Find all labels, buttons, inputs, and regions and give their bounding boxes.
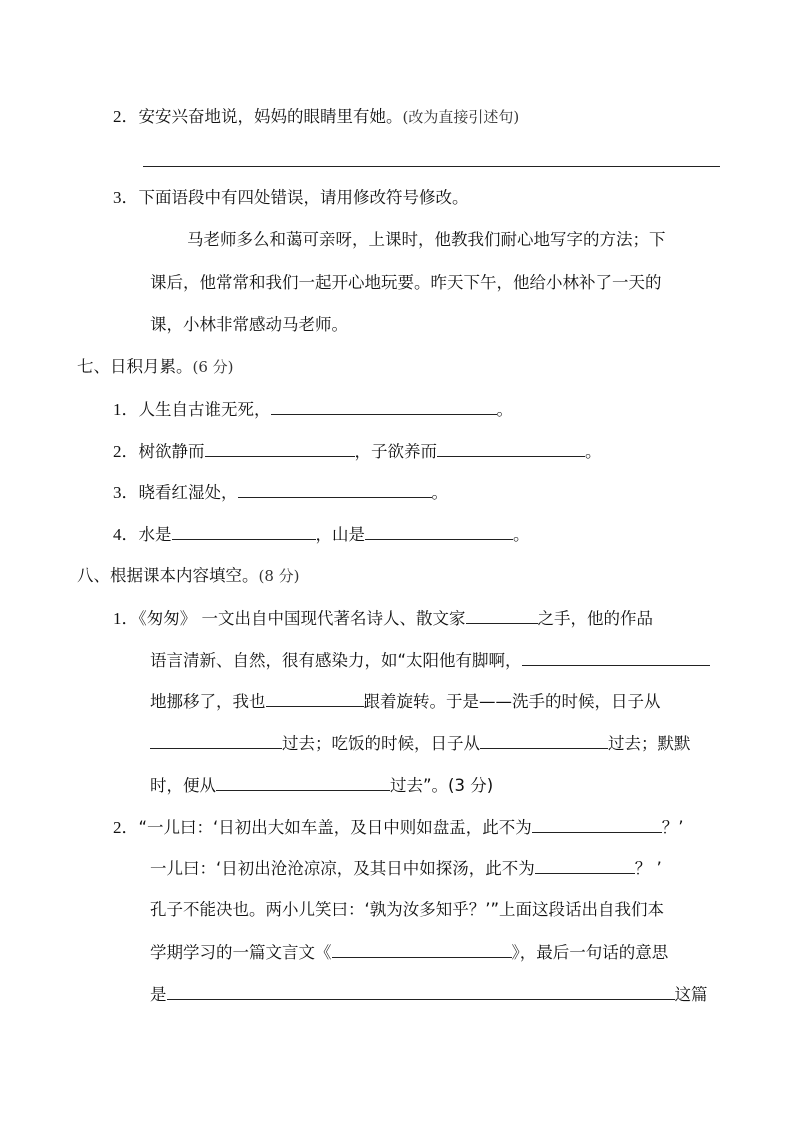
question-number: 2． — [113, 818, 139, 837]
question-text: 过去；默默 — [608, 734, 691, 753]
question-text: “一儿曰：‘日初出大如车盖，及日中则如盘盂，此不为 — [138, 818, 532, 837]
question-text: ，山是 — [315, 525, 365, 544]
section-title: 八、根据课本内容填空。 — [77, 566, 259, 585]
question-text: 是 — [150, 985, 167, 1004]
question-text: ，子欲养而 — [354, 442, 437, 461]
question-text: 学期学习的一篇文言文《 — [150, 943, 332, 962]
question-number: 1． — [113, 400, 139, 419]
section-heading — [77, 565, 300, 587]
question-number: 2． — [113, 107, 139, 126]
question-text: 水是 — [138, 525, 172, 544]
punctuation: 。 — [496, 400, 513, 419]
question-number: 4． — [113, 525, 139, 544]
question-7-3 — [113, 481, 448, 504]
question-text: 过去”。(3 分) — [390, 776, 494, 795]
fill-blank[interactable] — [532, 816, 662, 833]
fill-blank[interactable] — [266, 690, 364, 707]
question-text: 跟着旋转。于是——洗手的时候，日子从 — [363, 692, 661, 711]
answer-line[interactable] — [143, 166, 720, 167]
paragraph-line: 课后，他常常和我们一起开心地玩要。昨天下午，他给小林补了一天的 — [150, 273, 662, 292]
question-8-2-line — [150, 941, 668, 964]
question-number: 3． — [113, 188, 139, 207]
fill-blank[interactable] — [167, 983, 675, 1000]
question-7-4 — [113, 523, 530, 546]
question-text: 之手，他的作品 — [537, 609, 653, 628]
fill-blank[interactable] — [271, 398, 497, 415]
question-8-1-line — [150, 690, 661, 713]
question-text: 地挪移了，我也 — [150, 692, 266, 711]
fill-blank[interactable] — [216, 774, 390, 791]
question-8-1-line — [113, 607, 653, 630]
question-6-2 — [113, 106, 519, 128]
question-7-2 — [113, 440, 602, 463]
paragraph-line: 课，小林非常感动马老师。 — [150, 315, 348, 334]
fill-blank[interactable] — [238, 481, 432, 498]
fill-blank[interactable] — [535, 857, 635, 874]
punctuation: 。 — [431, 483, 448, 502]
fill-blank[interactable] — [466, 607, 538, 624]
question-text: 过去；吃饭的时候，日子从 — [282, 734, 480, 753]
fill-blank[interactable] — [205, 440, 355, 457]
question-instruction: (改为直接引述句) — [402, 108, 520, 126]
question-7-1 — [113, 398, 513, 421]
question-number: 2． — [113, 442, 139, 461]
fill-blank[interactable] — [480, 732, 608, 749]
question-text: 语言清新、自然，很有感染力，如“太阳他有脚啊， — [150, 651, 522, 670]
question-text: ？’ — [661, 818, 684, 837]
question-text: ？ ’ — [634, 859, 662, 878]
question-8-1-line — [150, 649, 710, 672]
question-8-2-line — [113, 816, 684, 839]
question-8-2-line — [150, 857, 662, 880]
punctuation: 。 — [585, 442, 602, 461]
fill-blank[interactable] — [332, 941, 512, 958]
question-text: 一儿曰：‘日初出沧沧凉凉，及其日中如探汤，此不为 — [150, 859, 535, 878]
question-number: 1． — [113, 609, 139, 628]
question-8-2-line: 孔子不能决也。两小儿笑曰：‘孰为汝多知乎？’”上面这段话出自我们本 — [150, 900, 665, 919]
paragraph-line: 马老师多么和蔼可亲呀，上课时，他教我们耐心地写字的方法；下 — [187, 230, 666, 249]
question-text: 下面语段中有四处错误，请用修改符号修改。 — [138, 188, 469, 207]
fill-blank[interactable] — [172, 523, 316, 540]
question-6-3 — [113, 187, 469, 209]
section-score: (8 分) — [258, 567, 300, 585]
section-heading — [77, 356, 234, 378]
question-number: 3． — [113, 483, 139, 502]
section-score: (6 分) — [192, 358, 234, 376]
question-text: 时，便从 — [150, 776, 216, 795]
question-text: 这篇 — [674, 985, 708, 1004]
question-text: 》，最后一句话的意思 — [511, 943, 669, 962]
fill-blank[interactable] — [437, 440, 585, 457]
question-text: 《匆匆》 一文出自中国现代著名诗人、散文家 — [138, 609, 466, 628]
question-text: 晓看红湿处， — [138, 483, 238, 502]
section-title: 七、日积月累。 — [77, 357, 193, 376]
fill-blank[interactable] — [522, 649, 710, 666]
question-8-2-line — [150, 983, 708, 1006]
fill-blank[interactable] — [365, 523, 513, 540]
fill-blank[interactable] — [150, 732, 282, 749]
question-text: 人生自古谁无死， — [138, 400, 271, 419]
punctuation: 。 — [513, 525, 530, 544]
question-8-1-line — [150, 732, 691, 755]
question-text: 树欲静而 — [138, 442, 205, 461]
question-text: 安安兴奋地说，妈妈的眼睛里有她。 — [138, 107, 403, 126]
question-8-1-line — [150, 774, 493, 797]
